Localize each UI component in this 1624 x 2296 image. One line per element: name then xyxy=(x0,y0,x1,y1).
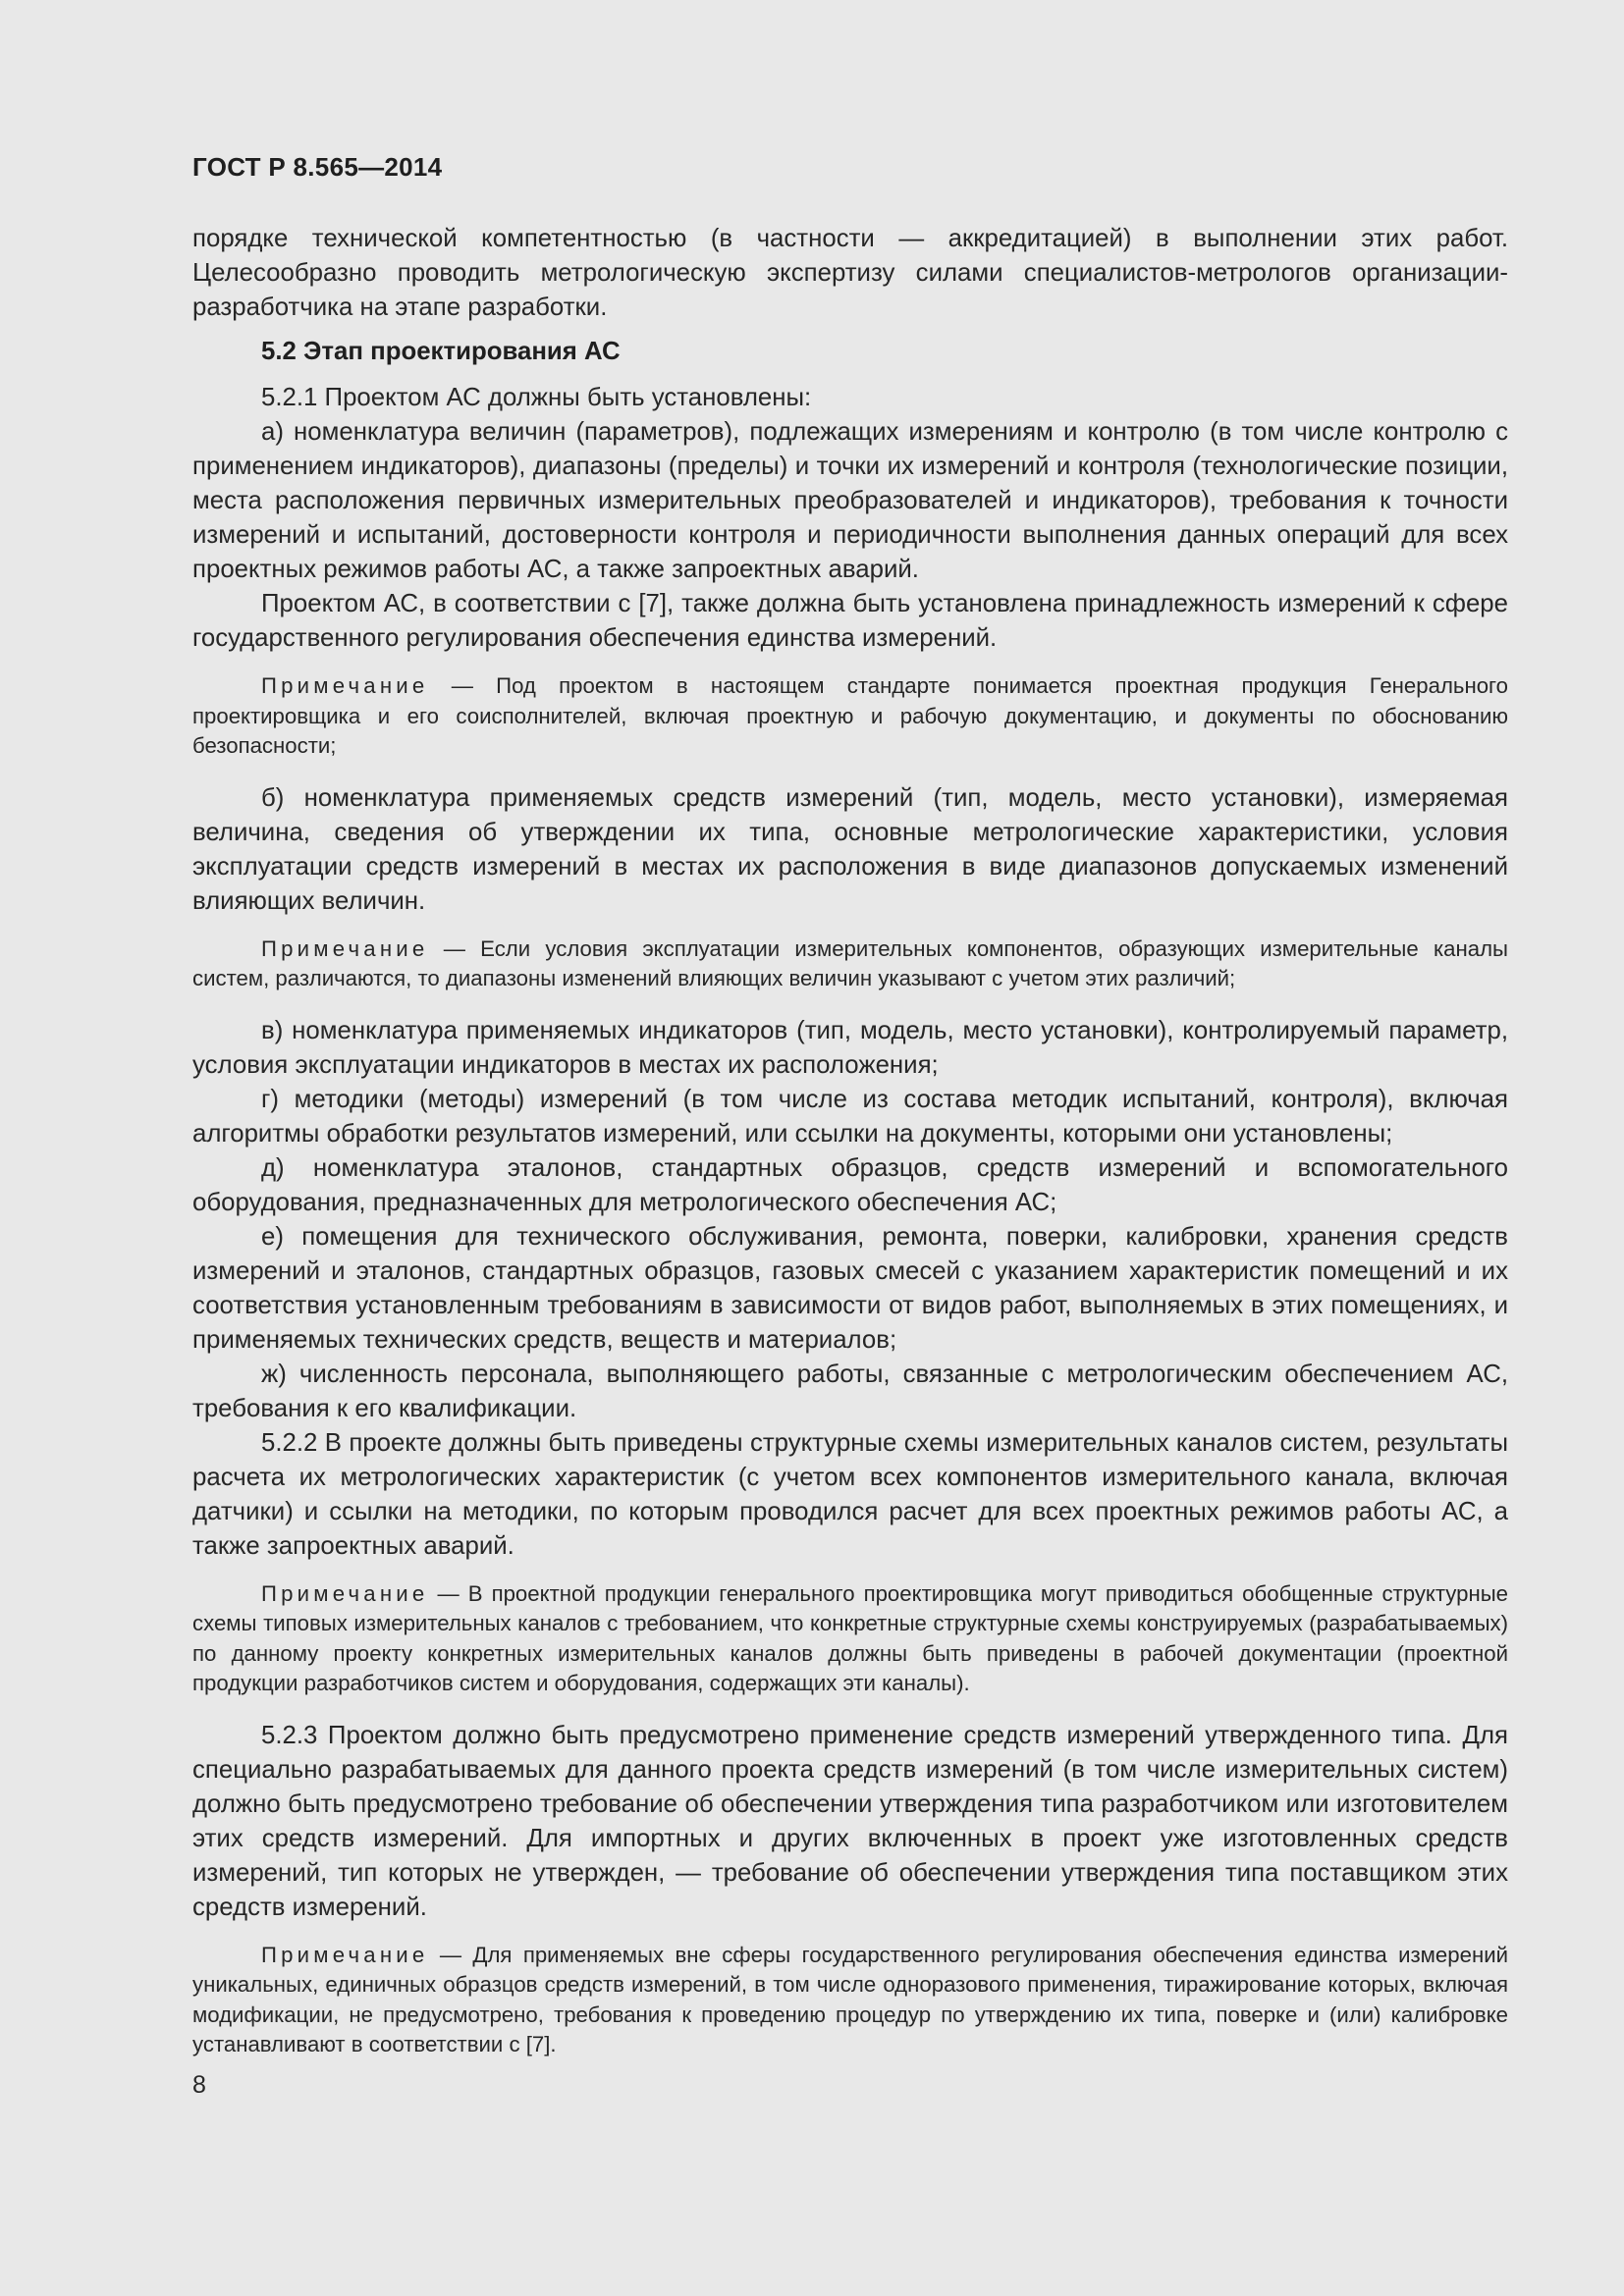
list-item-b: б) номенклатура применяемых средств измерений (тип, модель, место установки), измеряемая величина, сведения об утверждении их типа, основные метрологические характеристики, условия эксплуатации средств измерений в местах их расположения в виде диапазонов допускаемых изменений влияющих величин. xyxy=(192,783,1508,915)
note-label: Примечание xyxy=(261,935,429,961)
section-title: 5.2 Этап проектирования АС xyxy=(261,338,621,365)
document-code-header: ГОСТ Р 8.565—2014 xyxy=(192,152,443,182)
clause-5-2-3: 5.2.3 Проектом должно быть предусмотрено применение средств измерений утвержденного типа. Для специально разрабатываемых для данного проекта средств измерений (в том числе измерительных систем) должно быть предусмотрено требование об обеспечении утверждения типа разработчиком или изготовителем этих средств измерений. Для импортных и других включенных в проект уже изготовленных средств измерений, тип которых не утвержден, — требование об обеспечении утверждения типа поставщиком этих средств измерений. xyxy=(192,1721,1508,1921)
clause-5-2-1: 5.2.1 Проектом АС должны быть установлены: xyxy=(261,384,812,411)
note-label: Примечание xyxy=(261,1942,429,1967)
note-label: Примечание xyxy=(261,1580,429,1606)
note-label: Примечание xyxy=(261,673,429,698)
note-1 xyxy=(192,671,1508,762)
list-item-a: а) номенклатура величин (параметров), подлежащих измерениям и контролю (в том числе контролю с применением индикаторов), диапазоны (пределы) и точки их измерений и контроля (технологические позиции, места расположения первичных измерительных преобразователей и индикаторов), требования к точности измерений и испытаний, достоверности контроля и периодичности выполнения данных операций для всех проектных режимов работы АС, а также запроектных аварий. xyxy=(192,418,1508,583)
list-item-v: в) номенклатура применяемых индикаторов (тип, модель, место установки), контролируемый параметр, условия эксплуатации индикаторов в местах их расположения; xyxy=(192,1016,1508,1079)
note-text: — Для применяемых вне сферы государственного регулирования обеспечения единства измерений уникальных, единичных образцов средств измерений, в том числе одноразового применения, тиражирование которых, включая модификации, не предусмотрено, требования к проведению процедур по утверждению их типа, поверке и (или) калибровке устанавливают в соответствии с [7]. xyxy=(192,1942,1508,2056)
note-text: — В проектной продукции генерального проектировщика могут приводиться обобщенные структурные схемы типовых измерительных каналов с требованием, что конкретные структурные схемы конструируемых (разрабатываемых) по данному проекту конкретных измерительных каналов должны быть приведены в рабочей документации (проектной продукции разработчиков систем и оборудования, содержащих эти каналы). xyxy=(192,1580,1508,1695)
list-item-g: г) методики (методы) измерений (в том числе из состава методик испытаний, контроля), включая алгоритмы обработки результатов измерений, или ссылки на документы, которыми они установлены; xyxy=(192,1085,1508,1148)
page-number: 8 xyxy=(192,2071,206,2099)
note-3 xyxy=(192,1579,1508,1699)
list-item-zh: ж) численность персонала, выполняющего работы, связанные с метрологическим обеспечением АС, требования к его квалификации. xyxy=(192,1360,1508,1422)
page-content xyxy=(192,222,1508,2080)
list-item-d: д) номенклатура эталонов, стандартных образцов, средств измерений и вспомогательного оборудования, предназначенных для метрологического обеспечения АС; xyxy=(192,1153,1508,1216)
note-text: — Если условия эксплуатации измерительных компонентов, образующих измерительные каналы систем, различаются, то диапазоны изменений влияющих величин указывают с учетом этих различий; xyxy=(192,935,1508,990)
note-4 xyxy=(192,1941,1508,2060)
project-paragraph: Проектом АС, в соответствии с [7], также должна быть установлена принадлежность измерений к сфере государственного регулирования обеспечения единства измерений. xyxy=(192,590,1508,652)
clause-5-2-2: 5.2.2 В проекте должны быть приведены структурные схемы измерительных каналов систем, результаты расчета их метрологических характеристик (с учетом всех компонентов измерительного канала, включая датчики) и ссылки на методики, по которым проводился расчет для всех проектных режимов работы АС, а также запроектных аварий. xyxy=(192,1428,1508,1560)
list-item-e: е) помещения для технического обслуживания, ремонта, поверки, калибровки, хранения средств измерений и эталонов, стандартных образцов, газовых смесей с указанием характеристик помещений и их соответствия установленным требованиям в зависимости от видов работ, выполняемых в этих помещениях, и применяемых технических средств, веществ и материалов; xyxy=(192,1222,1508,1354)
note-text: — Под проектом в настоящем стандарте понимается проектная продукция Генерального проектировщика и его соисполнителей, включая проектную и рабочую документацию, и документы по обоснованию безопасности; xyxy=(192,673,1508,758)
intro-paragraph: порядке технической компетентностью (в частности — аккредитацией) в выполнении этих работ. Целесообразно проводить метрологическую экспертизу силами специалистов-метрологов организации-разработчика на этапе разработки. xyxy=(192,225,1508,321)
note-2 xyxy=(192,934,1508,994)
